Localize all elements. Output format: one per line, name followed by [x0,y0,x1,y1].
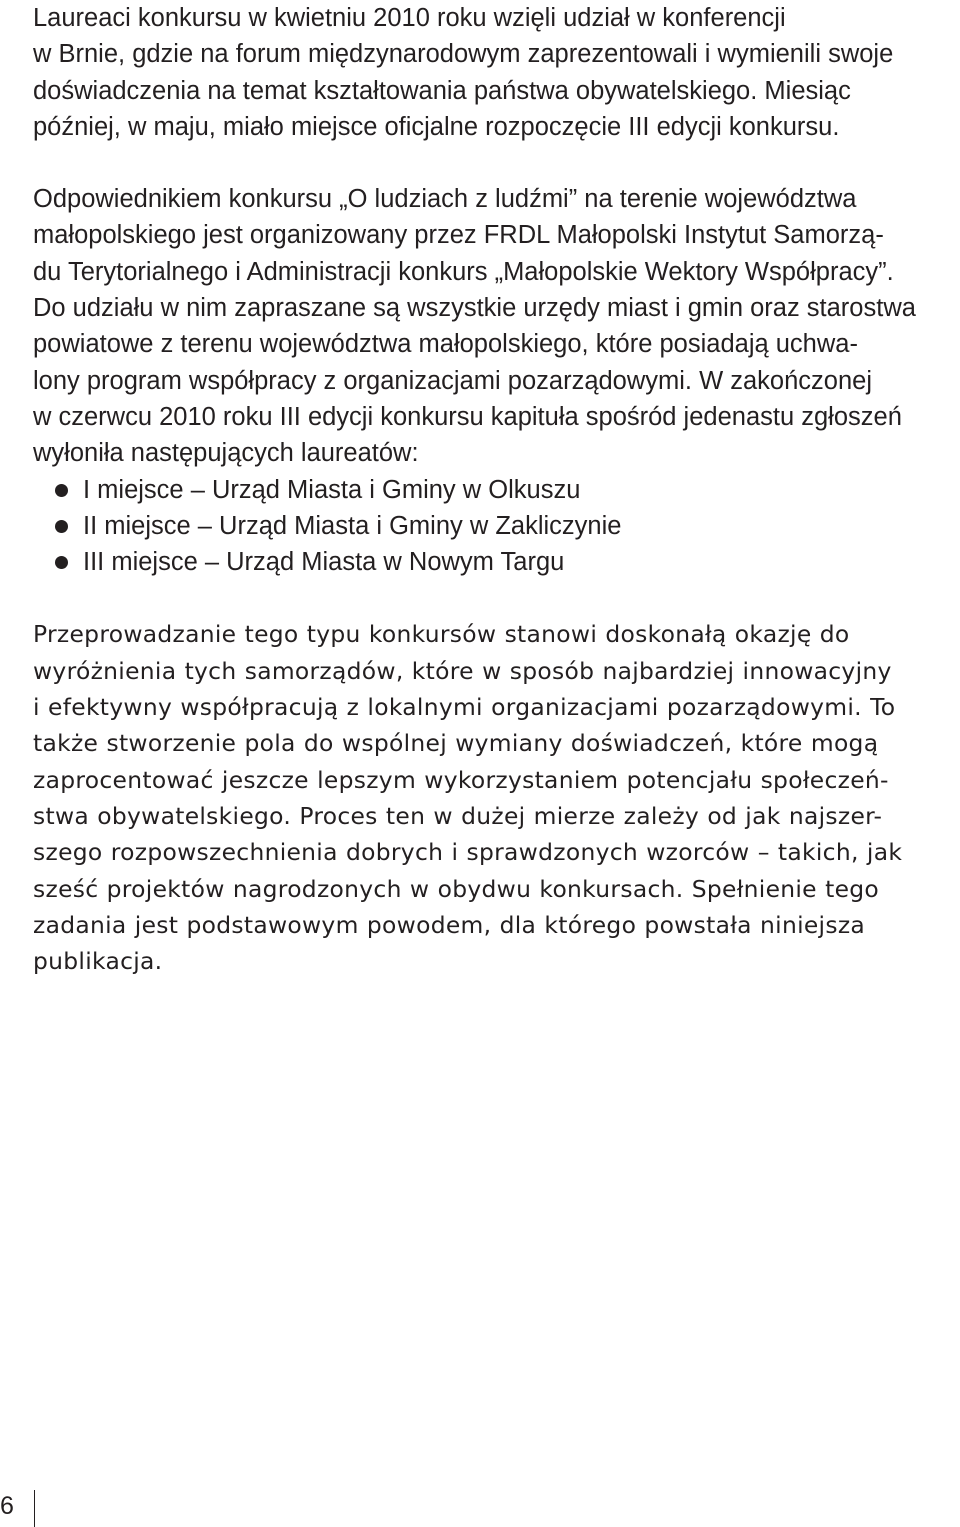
text-line: wyłoniła następujących laureatów: [33,439,419,468]
text-line: później, w maju, miało miejsce oficjalne rozpoczęcie III edycji konkursu. [33,112,840,141]
text-line: także stworzenie pola do wspólnej wymiany doświadczeń, które mogą [33,729,879,758]
text-line: zaprocentować jeszcze lepszym wykorzystaniem potencjału społeczeń- [33,765,889,794]
paragraph-summary [33,616,955,979]
text-line: publikacja. [33,947,163,976]
text-line: Do udziału w nim zapraszane są wszystkie urzędy miast i gmin oraz starostwa [33,294,916,323]
text-line: Odpowiednikiem konkursu „O ludziach z ludźmi” na terenie województwa [33,185,857,214]
text-line: w Brnie, gdzie na forum międzynarodowym zaprezentowali i wymienili swoje [33,40,894,69]
page-body [33,0,955,979]
bullet-icon [55,520,68,533]
text-line: du Terytorialnego i Administracji konkurs „Małopolskie Wektory Współpracy”. [33,257,894,286]
list-item [33,544,955,580]
bullet-icon [55,556,68,569]
text-line: zadania jest podstawowym powodem, dla którego powstała niniejsza [33,910,866,939]
paragraph-conference [33,0,955,145]
text-line: szego rozpowszechnienia dobrych i sprawdzonych wzorców – takich, jak [33,838,903,867]
text-line: Laureaci konkursu w kwietniu 2010 roku wzięli udział w konferencji [33,4,786,32]
text-line: wyróżnienia tych samorządów, które w sposób najbardziej innowacyjny [33,656,892,685]
list-item [33,472,955,508]
text-line: powiatowe z terenu województwa małopolskiego, które posiadają uchwa- [33,330,858,359]
footer-divider [34,1490,35,1527]
page-footer [0,1490,80,1527]
laureate-text: I miejsce – Urząd Miasta i Gminy w Olkuszu [83,475,581,504]
laureates-list [33,472,955,581]
text-line: doświadczenia na temat kształtowania państwa obywatelskiego. Miesiąc [33,76,851,105]
bullet-icon [55,484,68,497]
text-line: w czerwcu 2010 roku III edycji konkursu kapituła spośród jedenastu zgłoszeń [33,402,902,431]
text-line: Przeprowadzanie tego typu konkursów stanowi doskonałą okazję do [33,620,850,649]
paragraph-malopolska-contest [33,181,955,580]
laureate-text: II miejsce – Urząd Miasta i Gminy w Zakliczynie [83,511,622,540]
text-line: małopolskiego jest organizowany przez FRDL Małopolski Instytut Samorzą- [33,221,884,250]
text-line: i efektywny współpracują z lokalnymi organizacjami pozarządowymi. To [33,693,896,722]
list-item [33,508,955,544]
text-line: stwa obywatelskiego. Proces ten w dużej mierze zależy od jak najszer- [33,801,883,830]
text-line: sześć projektów nagrodzonych w obydwu konkursach. Spełnienie tego [33,874,880,903]
page-number: 6 [0,1492,14,1520]
text-line: lony program współpracy z organizacjami pozarządowymi. W zakończonej [33,366,873,395]
laureate-text: III miejsce – Urząd Miasta w Nowym Targu [83,548,565,577]
